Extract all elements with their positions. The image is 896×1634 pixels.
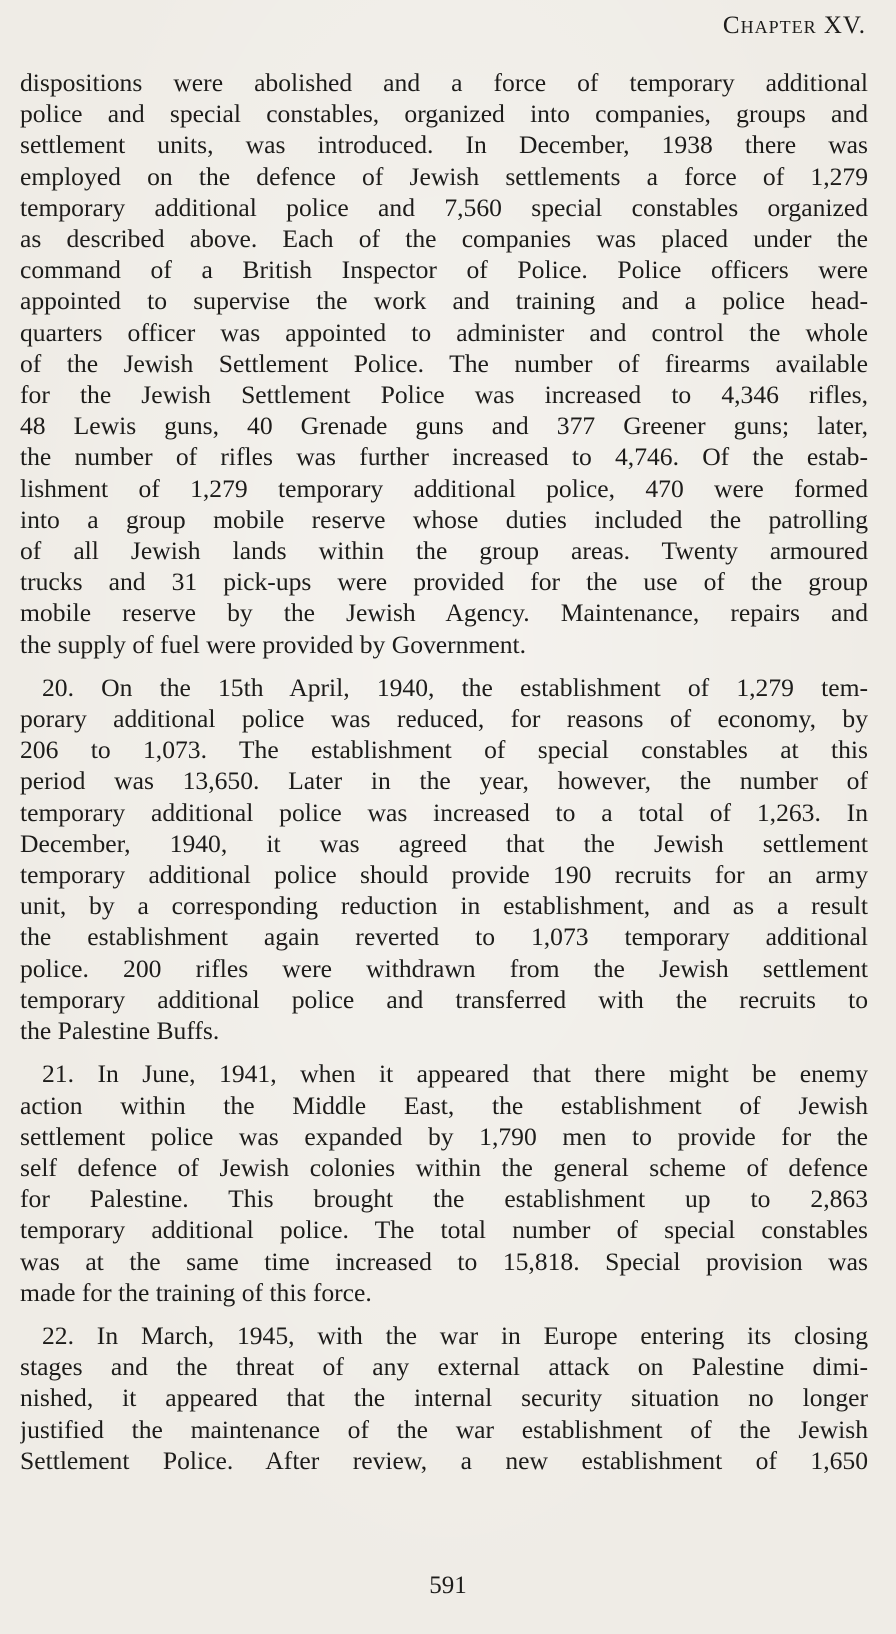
paragraph-gap — [20, 1046, 868, 1058]
text-line: into a group mobile reserve whose duties included the patrolling — [20, 504, 868, 534]
paragraph-p-22 — [20, 1320, 868, 1476]
text-line: 21. In June, 1941, when it appeared that there might be enemy — [42, 1059, 868, 1089]
text-line: porary additional police was reduced, for reasons of economy, by — [20, 704, 868, 734]
text-line: December, 1940, it was agreed that the Jewish settlement — [20, 828, 868, 858]
text-line: of all Jewish lands within the group areas. Twenty armoured — [20, 536, 868, 566]
text-line: police. 200 rifles were withdrawn from the Jewish settlement — [20, 953, 868, 983]
text-line: as described above. Each of the companies was placed under the — [20, 224, 868, 254]
text-line: self defence of Jewish colonies within the general scheme of defence — [20, 1152, 868, 1182]
text-line: command of a British Inspector of Police. Police officers were — [20, 255, 868, 285]
text-line: mobile reserve by the Jewish Agency. Maintenance, repairs and — [20, 598, 868, 628]
text-line: temporary additional police should provide 190 recruits for an army — [20, 860, 868, 890]
text-line: trucks and 31 pick-ups were provided for the use of the group — [20, 567, 868, 597]
text-line: 48 Lewis guns, 40 Grenade guns and 377 Greener guns; later, — [20, 411, 868, 441]
text-line: the supply of fuel were provided by Government. — [20, 629, 527, 659]
text-line: temporary additional police and 7,560 special constables organized — [20, 192, 868, 222]
text-line: of the Jewish Settlement Police. The number of firearms available — [20, 348, 868, 378]
text-line: temporary additional police. The total number of special constables — [20, 1215, 868, 1245]
text-line: employed on the defence of Jewish settlements a force of 1,279 — [20, 161, 868, 191]
text-line: settlement units, was introduced. In December, 1938 there was — [20, 130, 868, 160]
text-line: 206 to 1,073. The establishment of special constables at this — [20, 735, 868, 765]
text-line: 20. On the 15th April, 1940, the establishment of 1,279 tem- — [42, 672, 868, 702]
text-line: unit, by a corresponding reduction in establishment, and as a result — [20, 891, 868, 921]
text-line: temporary additional police was increased to a total of 1,263. In — [20, 797, 868, 827]
text-line: dispositions were abolished and a force of temporary additional — [20, 68, 868, 97]
paragraph-gap — [20, 1308, 868, 1320]
text-line: the Palestine Buffs. — [20, 1016, 220, 1046]
text-line: temporary additional police and transferred with the recruits to — [20, 984, 868, 1014]
body-text — [20, 67, 868, 1476]
page-number: 591 — [429, 1572, 467, 1599]
paragraph-p-21 — [20, 1058, 868, 1308]
text-line: quarters officer was appointed to administer and control the whole — [20, 317, 868, 347]
text-line: period was 13,650. Later in the year, however, the number of — [20, 766, 868, 796]
text-line: was at the same time increased to 15,818. Special provision was — [20, 1246, 868, 1276]
text-line: settlement police was expanded by 1,790 men to provide for the — [20, 1121, 868, 1151]
paragraph-gap — [20, 660, 868, 672]
text-line: nished, it appeared that the internal security situation no longer — [20, 1383, 868, 1413]
text-line: stages and the threat of any external attack on Palestine dimi- — [20, 1352, 868, 1382]
text-line: Settlement Police. After review, a new establishment of 1,650 — [20, 1445, 868, 1475]
text-line: 22. In March, 1945, with the war in Europe entering its closing — [42, 1320, 868, 1350]
text-line: appointed to supervise the work and training and a police head- — [20, 286, 868, 316]
text-line: for the Jewish Settlement Police was increased to 4,346 rifles, — [20, 380, 868, 410]
text-line: the establishment again reverted to 1,073 temporary additional — [20, 922, 868, 952]
text-line: action within the Middle East, the establishment of Jewish — [20, 1090, 868, 1120]
paragraph-p-continued — [20, 67, 868, 660]
text-line: lishment of 1,279 temporary additional police, 470 were formed — [20, 473, 868, 503]
text-line: made for the training of this force. — [20, 1277, 372, 1307]
chapter-label: Chapter XV. — [722, 12, 866, 39]
paragraph-p-20 — [20, 672, 868, 1046]
text-line: police and special constables, organized into companies, groups and — [20, 99, 868, 129]
chapter-header — [723, 12, 866, 40]
text-line: the number of rifles was further increased to 4,746. Of the estab- — [20, 442, 868, 472]
text-line: justified the maintenance of the war establishment of the Jewish — [20, 1414, 868, 1444]
text-line: for Palestine. This brought the establishment up to 2,863 — [20, 1184, 868, 1214]
